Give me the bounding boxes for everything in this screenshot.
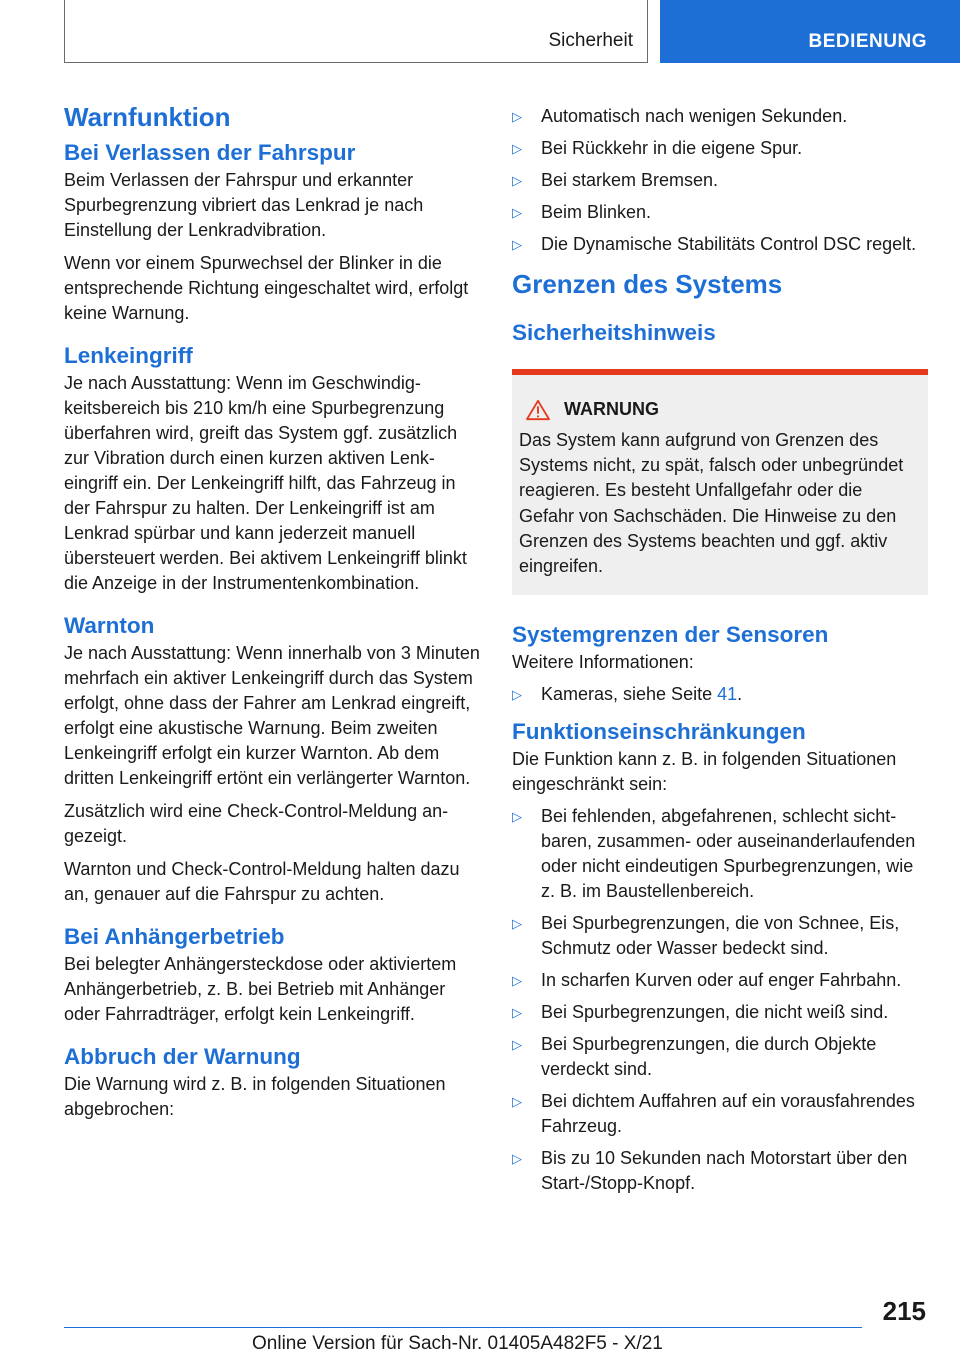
- sensors-list: [512, 682, 928, 707]
- triangle-bullet-icon: ▷: [512, 141, 522, 156]
- lane-paragraph-2: Wenn vor einem Spurwechsel der Blinker in die entsprechende Richtung eingeschaltet wird, erfolgt keine Warnung.: [64, 253, 469, 323]
- restrictions-list: [512, 804, 928, 1196]
- triangle-bullet-icon: ▷: [512, 809, 522, 825]
- triangle-bullet-icon: ▷: [512, 173, 522, 188]
- tone-paragraph-2: Zusätzlich wird eine Check-Control-Meldung angezeigt.: [64, 801, 449, 846]
- list-item: ▷ Beim Blinken.: [512, 200, 928, 225]
- list-item: ▷ Bis zu 10 Sekunden nach Motorstart über den Start-/Stopp-Knopf.: [512, 1148, 908, 1194]
- list-item: ▷ Bei dichtem Auffahren auf ein vorausfahrendes Fahrzeug.: [512, 1091, 915, 1137]
- sensors-heading: Systemgrenzen der Sensoren: [512, 622, 829, 648]
- triangle-bullet-icon: ▷: [512, 1094, 522, 1110]
- page-link[interactable]: 41: [717, 684, 738, 705]
- warning-box: [512, 369, 928, 595]
- cancel-list: [512, 104, 928, 257]
- page-title: Warnfunktion: [64, 102, 231, 132]
- chapter-label: BEDIENUNG: [808, 31, 927, 52]
- list-item: ▷ Bei starkem Bremsen.: [512, 168, 928, 193]
- right-column: [512, 104, 928, 1203]
- trailer-paragraph: Bei belegter Anhängersteckdose oder aktiviertem Anhängerbetrieb, z. B. bei Betrieb mit Anhänger oder Fahrradträger, erfolgt kein Lenkeingriff.: [64, 954, 457, 1024]
- tone-paragraph-1: Je nach Ausstattung: Wenn innerhalb von 3 Minuten mehrfach ein aktiver Lenkeingriff durch das System erfolgt, ohne dass der Fahrer am Lenkrad eingreift, erfolgt eine akustische Warnung. Beim zweiten Lenkeingriff erfolgt ein kurzer Warnton. Ab dem dritten Lenkeingriff ertönt ein verlängerter Warnton.: [64, 643, 480, 788]
- chapter-tab[interactable]: [660, 0, 960, 63]
- safety-heading: Sicherheitshinweis: [512, 320, 716, 345]
- page-number: 215: [882, 1296, 926, 1326]
- cancel-heading: Abbruch der Warnung: [64, 1044, 301, 1069]
- triangle-bullet-icon: ▷: [512, 237, 522, 252]
- list-item: ▷ Bei fehlenden, abgefahrenen, schlecht sichtbaren, zusammen- oder auseinanderlaufenden oder nicht eindeutigen Spurbegrenzungen, wie z. B. im Baustellenbereich.: [512, 806, 916, 902]
- footer-text: Online Version für Sach-Nr. 01405A482F5 - X/21: [252, 1333, 663, 1354]
- triangle-bullet-icon: ▷: [512, 687, 522, 703]
- list-item: ▷ Bei Spurbegrenzungen, die nicht weiß sind.: [512, 1000, 928, 1025]
- tone-paragraph-3: Warnton und Check-Control-Meldung halten dazu an, genauer auf die Fahrspur zu achten.: [64, 859, 460, 904]
- warning-text: Das System kann aufgrund von Grenzen des Systems nicht, zu spät, falsch oder unbegründet reagieren. Es besteht Unfallgefahr oder die Gefahr von Sachschäden. Die Hinweise zu den Grenzen des Systems beachten und ggf. aktiv eingreifen.: [519, 430, 904, 577]
- list-item: ▷ In scharfen Kurven oder auf enger Fahrbahn.: [512, 968, 928, 993]
- lane-paragraph-1: Beim Verlassen der Fahrspur und erkannter Spurbegrenzung vibriert das Lenkrad je nach Einstellung der Lenkradvibration.: [64, 170, 424, 240]
- section-title: Sicherheit: [548, 30, 633, 51]
- triangle-bullet-icon: ▷: [512, 973, 522, 989]
- restrictions-intro: Die Funktion kann z. B. in folgenden Situationen eingeschränkt sein:: [512, 749, 897, 795]
- triangle-bullet-icon: ▷: [512, 1037, 522, 1053]
- triangle-bullet-icon: ▷: [512, 109, 522, 124]
- list-item: ▷ Bei Spurbegrenzungen, die durch Objekte verdeckt sind.: [512, 1034, 877, 1080]
- warning-title: WARNUNG: [564, 399, 659, 419]
- footer-divider: [64, 1327, 862, 1328]
- triangle-bullet-icon: ▷: [512, 1005, 522, 1021]
- list-item: ▷ Bei Rückkehr in die eigene Spur.: [512, 136, 928, 161]
- warning-triangle-icon: [524, 399, 552, 421]
- cancel-paragraph: Die Warnung wird z. B. in folgenden Situationen abgebrochen:: [64, 1074, 446, 1119]
- triangle-bullet-icon: ▷: [512, 1151, 522, 1167]
- list-item: ▷ Bei Spurbegrenzungen, die von Schnee, Eis, Schmutz oder Wasser bedeckt sind.: [512, 913, 900, 959]
- restrictions-heading: Funktionseinschränkungen: [512, 719, 806, 745]
- warning-title-row: [519, 397, 920, 422]
- list-item: ▷ Kameras, siehe Seite 41.: [512, 682, 928, 707]
- lane-heading: Bei Verlassen der Fahrspur: [64, 140, 356, 165]
- sensors-intro: Weitere Informationen:: [512, 652, 694, 673]
- trailer-heading: Bei Anhängerbetrieb: [64, 924, 285, 949]
- triangle-bullet-icon: ▷: [512, 205, 522, 220]
- steering-heading: Lenkeingriff: [64, 343, 193, 368]
- header-section-box: [64, 0, 648, 63]
- triangle-bullet-icon: ▷: [512, 916, 522, 932]
- left-column: [64, 100, 480, 1122]
- list-item: ▷ Automatisch nach wenigen Sekunden.: [512, 104, 928, 129]
- limits-title: Grenzen des Systems: [512, 269, 783, 299]
- tone-heading: Warnton: [64, 613, 155, 638]
- list-item: ▷ Die Dynamische Stabilitäts Control DSC regelt.: [512, 232, 928, 257]
- steering-paragraph: Je nach Ausstattung: Wenn im Geschwindigkeitsbereich bis 210 km/h eine Spurbegrenzung überfahren wird, greift das System ggf. zusätzlich zur Vibration durch einen kurzen aktiven Lenkeingriff ein. Der Lenkeingriff hilft, das Fahrzeug in der Fahrspur zu halten. Der Lenkeingriff ist am Lenkrad spürbar und kann jederzeit manuell übersteuert werden. Bei aktivem Lenkeingriff blinkt die Anzeige in der Instrumentenkombination.: [64, 373, 467, 593]
